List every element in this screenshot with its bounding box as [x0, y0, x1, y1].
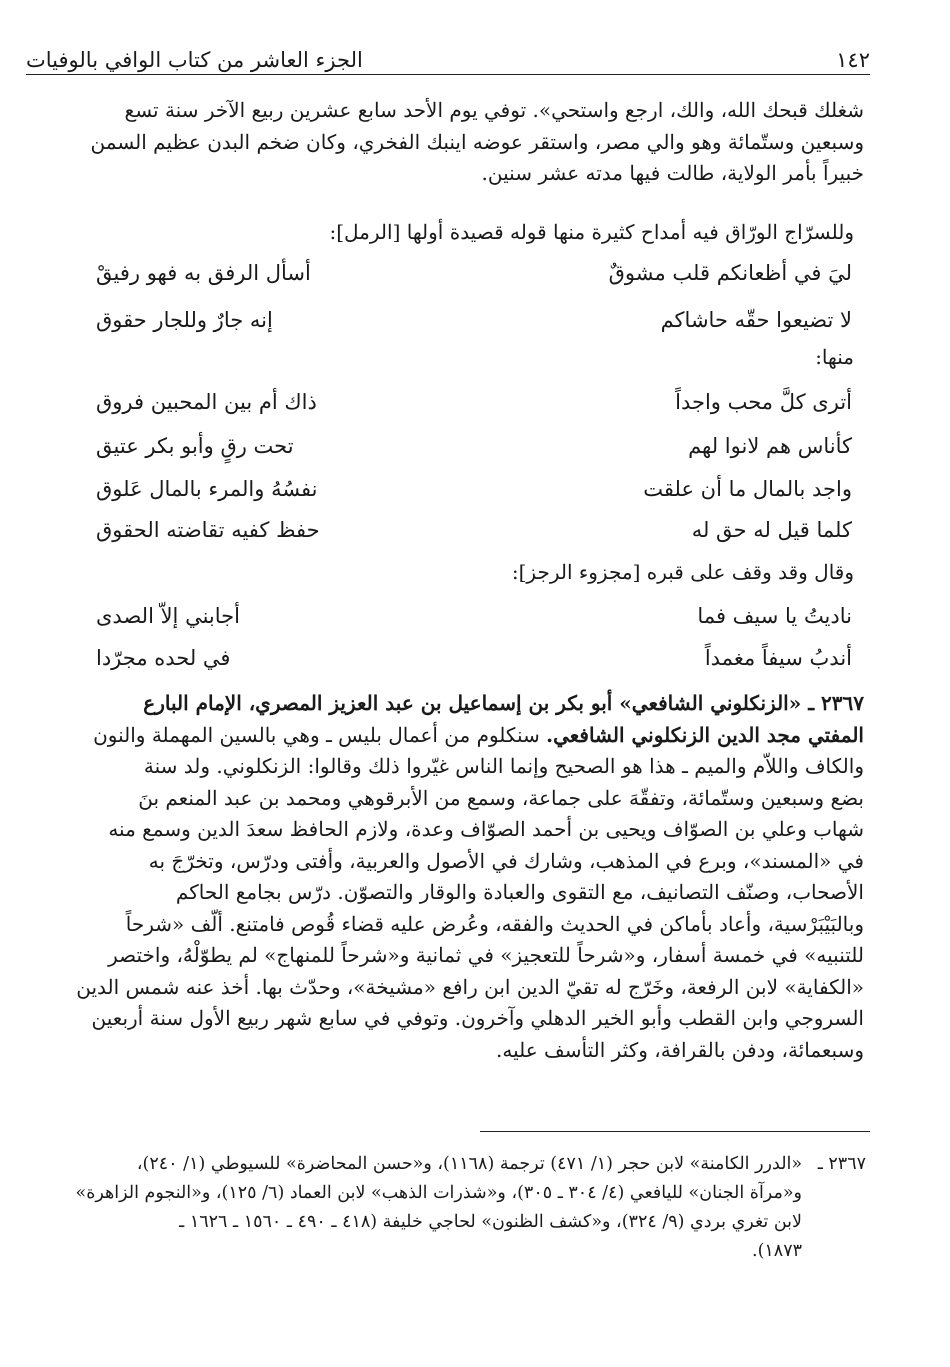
entry-2367 [60, 688, 864, 1066]
verse-first-hemistich: كلما قيل له حق له [691, 518, 852, 542]
verse-first-hemistich: واجد بالمال ما أن علقت [643, 477, 852, 501]
text-line: في «المسند»، وبرع في المذهب، وشارك في الأصول والعربية، وأفتى ودرّس، وتخرّجَ به [148, 848, 864, 873]
verse-second-hemistich: أسأل الرفق به فهو رفيقْ [96, 261, 311, 285]
verse-first-hemistich: ليَ في أظعانكم قلب مشوقٌ [608, 261, 852, 285]
text-line: والكاف واللاّم والميم ـ هذا هو الصحيح وإنما الناس غيّروا ذلك وقالوا: الزنكلوني. ولد سنة [143, 754, 864, 778]
text-line [60, 720, 864, 752]
footnote-line: ١٨٧٣). [752, 1241, 802, 1261]
text-line: خبيراً بأمر الولاية، طالت فيها مدته عشر سنين. [481, 161, 864, 185]
verse-line [96, 512, 852, 548]
verse-line [96, 598, 852, 634]
text-line: وسبعين وستّمائة وهو والي مصر، واستقر عوضه اينبك الفخري، وكان ضخم البدن عظيم السمن [90, 129, 864, 154]
previous-entry-text [60, 95, 864, 190]
verse-line [96, 471, 852, 507]
verse-line [96, 640, 852, 676]
verse-second-hemistich: تحت رقٍ وأبو بكر عتيق [96, 434, 294, 458]
footnote-text: «الدرر الكامنة» لابن حجر (١/ ٤٧١) ترجمة (١١٦٨)، و«حسن المحاضرة» للسيوطي (١/ ٢٤٠)، [136, 1154, 803, 1174]
footnote-line [40, 1150, 866, 1179]
verse-second-hemistich: أجابني إلاّ الصدى [96, 604, 240, 628]
text-line: السروجي وابن القطب وأبو الخير الدهلي وآخرون. وتوفي في سابع شهر ربيع الأول سنة أربعين [91, 1006, 864, 1030]
poem-intro: وللسرّاج الورّاق فيه أمداح كثيرة منها قوله قصيدة أولها [الرمل]: [329, 220, 854, 244]
entry-text-rest: سنكلوم من أعمال بليس ـ وهي بالسين المهملة والنون [93, 722, 540, 747]
verse-first-hemistich: أترى كلَّ محب واجداً [675, 390, 852, 414]
verse-second-hemistich: نفسُهُ والمرء بالمال عَلوق [96, 477, 318, 501]
verse-line [96, 302, 852, 338]
verse-line [96, 384, 852, 420]
poem-intro: منها: [815, 345, 854, 369]
text-line: بضع وسبعين وستّمائة، وتفقّهَ على جماعة، وسمع من الأبرقوهي ومحمد بن عبد المنعم بنَ [138, 785, 864, 810]
text-line: وبالبَيْبَرْسية، وأعاد بأماكن في الحديث والفقه، وعُرض عليه قضاء قُوص فامتنع. ألّف «شرحاً [125, 911, 864, 936]
running-title: الجزء العاشر من كتاب الوافي بالوفيات [26, 48, 363, 72]
footnote-rule [480, 1131, 870, 1132]
entry-number: ٢٣٦٧ ـ [808, 691, 864, 715]
poem-intro: وقال وقد وقف على قبره [مجزوء الرجز]: [511, 560, 854, 584]
text-line: «الكفاية» لابن الرفعة، وخَرّج له تقيّ الدين ابن رافع «مشيخة»، وحدّث بها. أخذ عنه شمس الدين [76, 974, 864, 999]
footnote-number: ٢٣٦٧ ـ [817, 1154, 866, 1174]
entry-title-bold: المفتي مجد الدين الزنكلوني الشافعي. [546, 722, 864, 747]
text-line: شهاب وعلي بن الصوّاف ويحيى بن أحمد الصوّاف وعدة، ولازم الحافظ سعدَ الدين وسمع منه [108, 817, 864, 841]
footnote-line: لابن تغري بردي (٩/ ٣٢٤)، و«كشف الظنون» لحاجي خليفة (٤١٨ ـ ٤٩٠ ـ ١٥٦٠ ـ ١٦٢٦ ـ [179, 1212, 802, 1232]
verse-line [96, 428, 852, 464]
footnote-line: و«مرآة الجنان» لليافعي (٤/ ٣٠٤ ـ ٣٠٥)، و«شذرات الذهب» لابن العماد (٦/ ١٢٥)، و«النجوم الزاهرة» [75, 1183, 802, 1203]
verse-first-hemistich: ناديتُ يا سيف فما [697, 604, 852, 628]
entry-heading [60, 688, 864, 720]
page-number: ١٤٢ [836, 48, 870, 72]
header-rule [26, 74, 870, 75]
verse-second-hemistich: حفظ كفيه تقاضته الحقوق [96, 518, 320, 542]
text-line: شغلك قبحك الله، والك، ارجع واستحي». توفي يوم الأحد سابع عشرين ربيع الآخر سنة تسع [124, 98, 864, 122]
verse-first-hemistich: كأناس هم لانوا لهم [688, 434, 852, 458]
verse-second-hemistich: في لحده مجرّدا [96, 646, 231, 670]
verse-first-hemistich: لا تضيعوا حقّه حاشاكم [660, 308, 852, 332]
entry-heading-text: «الزنكلوني الشافعي» أبو بكر بن إسماعيل بن عبد العزيز المصري، الإمام البارع [143, 691, 802, 715]
text-line: للتنبيه» في خمسة أسفار، و«شرحاً للتعجيز» في ثمانية و«شرحاً للمنهاج» لم يطوّلْهُ، واختصر [108, 943, 864, 967]
verse-first-hemistich: أندبُ سيفاً مغمداً [704, 646, 852, 670]
text-line: وسبعمائة، ودفن بالقرافة، وكثر التأسف عليه. [496, 1037, 864, 1062]
footnote [40, 1150, 866, 1266]
verse-line [96, 255, 852, 291]
verse-second-hemistich: إنه جارٌ وللجار حقوق [96, 308, 273, 332]
verse-second-hemistich: ذاك أم بين المحبين فروق [96, 390, 317, 414]
page-header [26, 28, 870, 72]
text-line: الأصحاب، وصنّف التصانيف، مع التقوى والعبادة والوقار والتصوّن. درّس بجامع الحاكم [175, 880, 864, 904]
